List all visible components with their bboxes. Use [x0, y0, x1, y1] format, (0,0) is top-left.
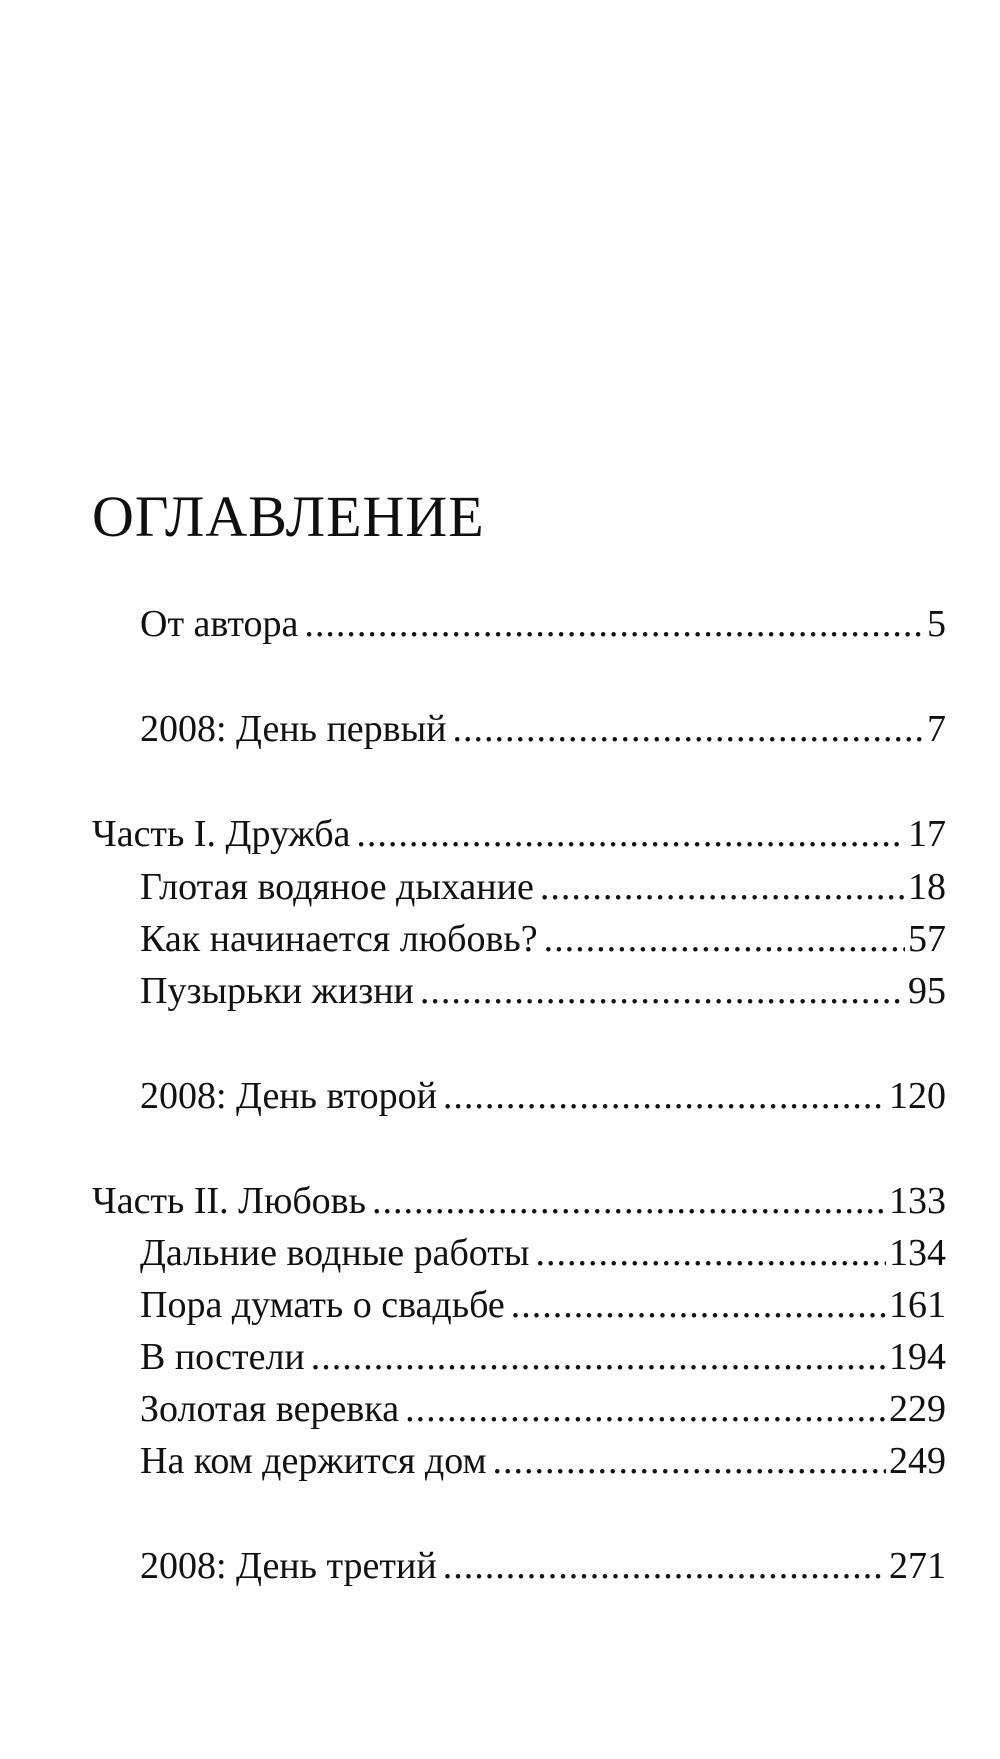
toc-entry-title: Пора думать о свадьбе: [140, 1284, 505, 1326]
toc-entry-title: В постели: [140, 1336, 305, 1378]
toc-page-number: 194: [889, 1336, 946, 1378]
toc-page-number: 17: [908, 813, 946, 855]
toc-page-number: 120: [889, 1075, 946, 1117]
toc-entry-title: Пузырьки жизни: [140, 970, 414, 1012]
toc-page-number: 18: [908, 866, 946, 908]
toc-page-number: 57: [908, 918, 946, 960]
toc-entry-title: Дальние водные работы: [140, 1232, 530, 1274]
toc-entry: [140, 1338, 946, 1382]
toc-leader-dots: [405, 1390, 886, 1428]
toc-page-number: 133: [889, 1180, 946, 1222]
toc-entry-title: 2008: День третий: [140, 1545, 437, 1587]
toc-leader-dots: [535, 1234, 886, 1272]
toc-entry: [140, 1390, 946, 1434]
toc-leader-dots: [540, 868, 905, 906]
toc-page-number: 7: [927, 708, 946, 750]
toc-entry: [140, 1286, 946, 1330]
toc-entry: [140, 605, 946, 649]
toc-entry-title: 2008: День первый: [140, 708, 447, 750]
toc-entry: [140, 710, 946, 754]
toc-entry-title: 2008: День второй: [140, 1075, 437, 1117]
toc-entry-part: [92, 1182, 946, 1226]
toc-leader-dots: [453, 710, 925, 748]
toc-entry: [140, 1077, 946, 1121]
toc-entry: [140, 1442, 946, 1486]
toc-leader-dots: [356, 815, 905, 853]
toc-page-number: 95: [908, 970, 946, 1012]
toc-leader-dots: [443, 1547, 886, 1585]
toc-entry-title: На ком держится дом: [140, 1440, 487, 1482]
page-title: ОГЛАВЛЕНИЕ: [92, 484, 485, 549]
toc-entry-title: Как начинается любовь?: [140, 918, 538, 960]
toc-entry: [140, 1547, 946, 1591]
toc-entry: [140, 920, 946, 964]
toc-entry-title: Золотая веревка: [140, 1388, 400, 1430]
toc-entry-title: От автора: [140, 603, 299, 645]
toc-page-number: 161: [889, 1284, 946, 1326]
toc-page-number: 271: [889, 1545, 946, 1587]
toc-leader-dots: [443, 1077, 886, 1115]
toc-entry: [140, 972, 946, 1016]
toc-page-number: 229: [889, 1388, 946, 1430]
toc-entry-title: Часть II. Любовь: [92, 1180, 366, 1222]
toc-leader-dots: [544, 920, 905, 958]
toc-leader-dots: [311, 1338, 886, 1376]
toc-entry-title: Глотая водяное дыхание: [140, 866, 534, 908]
toc-page-number: 5: [927, 603, 946, 645]
toc-leader-dots: [304, 605, 924, 643]
toc-entry-part: [92, 815, 946, 859]
toc-entry: [140, 868, 946, 912]
toc-page-number: 249: [889, 1440, 946, 1482]
toc-leader-dots: [420, 972, 905, 1010]
toc-leader-dots: [511, 1286, 886, 1324]
toc-leader-dots: [493, 1442, 886, 1480]
toc-entry-title: Часть I. Дружба: [92, 813, 351, 855]
toc-entry: [140, 1234, 946, 1278]
toc-leader-dots: [372, 1182, 886, 1220]
toc-page-number: 134: [889, 1232, 946, 1274]
